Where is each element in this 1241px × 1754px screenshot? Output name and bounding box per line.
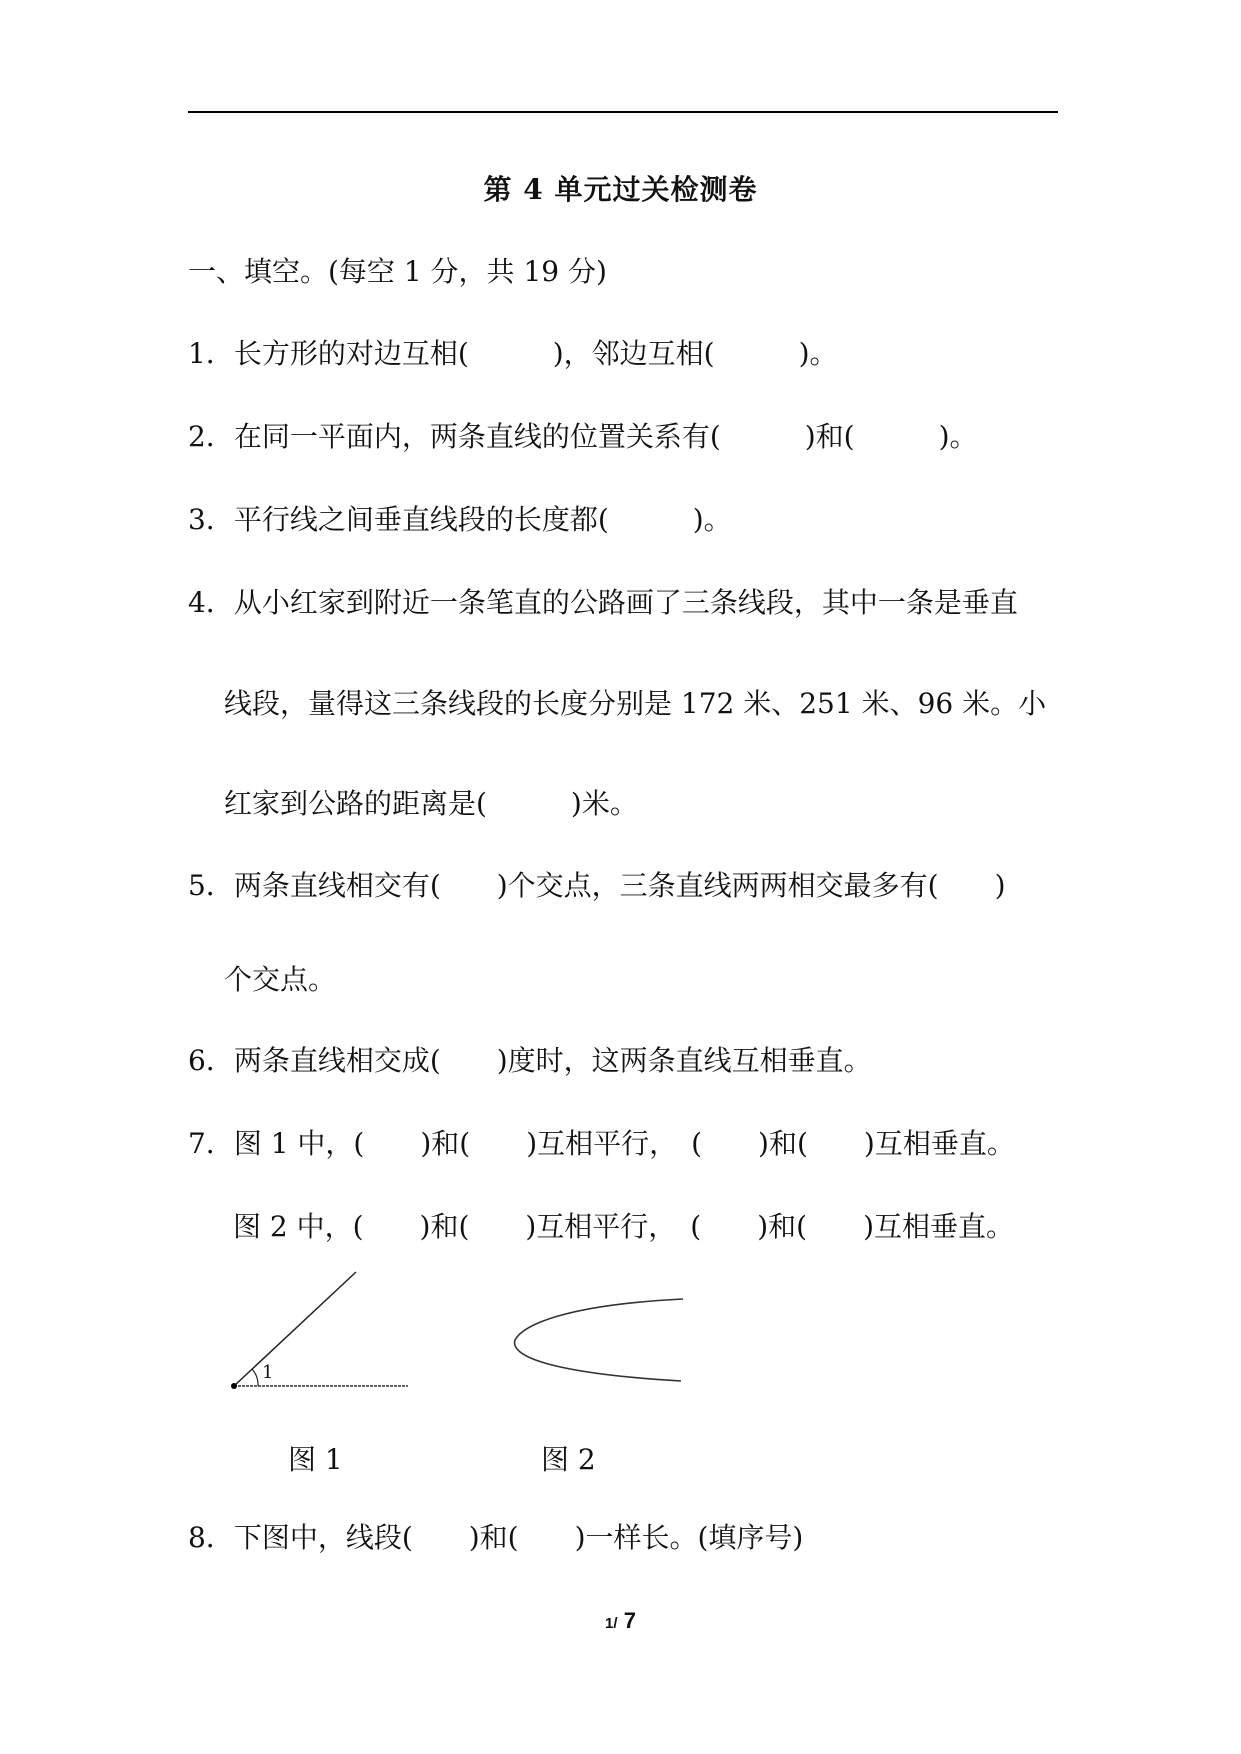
- figure-1-angle-arc: [252, 1369, 258, 1386]
- question-6: 6．两条直线相交成( )度时，这两条直线互相垂直。: [188, 1044, 872, 1077]
- figure-2-caption: 图 2: [541, 1443, 596, 1476]
- question-3: 3．平行线之间垂直线段的长度都( )。: [188, 503, 732, 536]
- figure-1-angle-label: 1: [262, 1362, 274, 1383]
- page-title: 第 4 单元过关检测卷: [483, 173, 758, 206]
- question-5-line-2: 个交点。: [224, 963, 337, 996]
- question-7-line-1: 7．图 1 中，( )和( )互相平行， ( )和( )互相垂直。: [188, 1127, 1015, 1160]
- figure-1-vertex: [231, 1383, 237, 1389]
- figure-1-angle: [220, 1260, 420, 1400]
- header-rule: [188, 111, 1058, 113]
- page-total: 7: [623, 1608, 636, 1633]
- figure-2-curve: [505, 1285, 705, 1405]
- page-current: 1/: [605, 1615, 618, 1632]
- question-8: 8．下图中，线段( )和( )一样长。(填序号): [188, 1521, 804, 1554]
- question-1: 1．长方形的对边互相( )，邻边互相( )。: [188, 337, 838, 370]
- question-4-line-3: 红家到公路的距离是( )米。: [224, 787, 638, 820]
- figure-1-caption: 图 1: [288, 1443, 343, 1476]
- figure-2-arc: [515, 1299, 683, 1381]
- question-2: 2．在同一平面内，两条直线的位置关系有( )和( )。: [188, 420, 978, 453]
- question-7-line-2: 图 2 中，( )和( )互相平行， ( )和( )互相垂直。: [233, 1210, 1015, 1243]
- section-heading: 一、填空。(每空 1 分，共 19 分): [188, 255, 607, 288]
- question-5-line-1: 5．两条直线相交有( )个交点，三条直线两两相交最多有( ): [188, 869, 1006, 902]
- question-4-line-1: 4．从小红家到附近一条笔直的公路画了三条线段，其中一条是垂直: [188, 586, 1018, 619]
- page-number: [0, 1608, 1241, 1634]
- question-4-line-2: 线段，量得这三条线段的长度分别是 172 米、251 米、96 米。小: [224, 687, 1047, 720]
